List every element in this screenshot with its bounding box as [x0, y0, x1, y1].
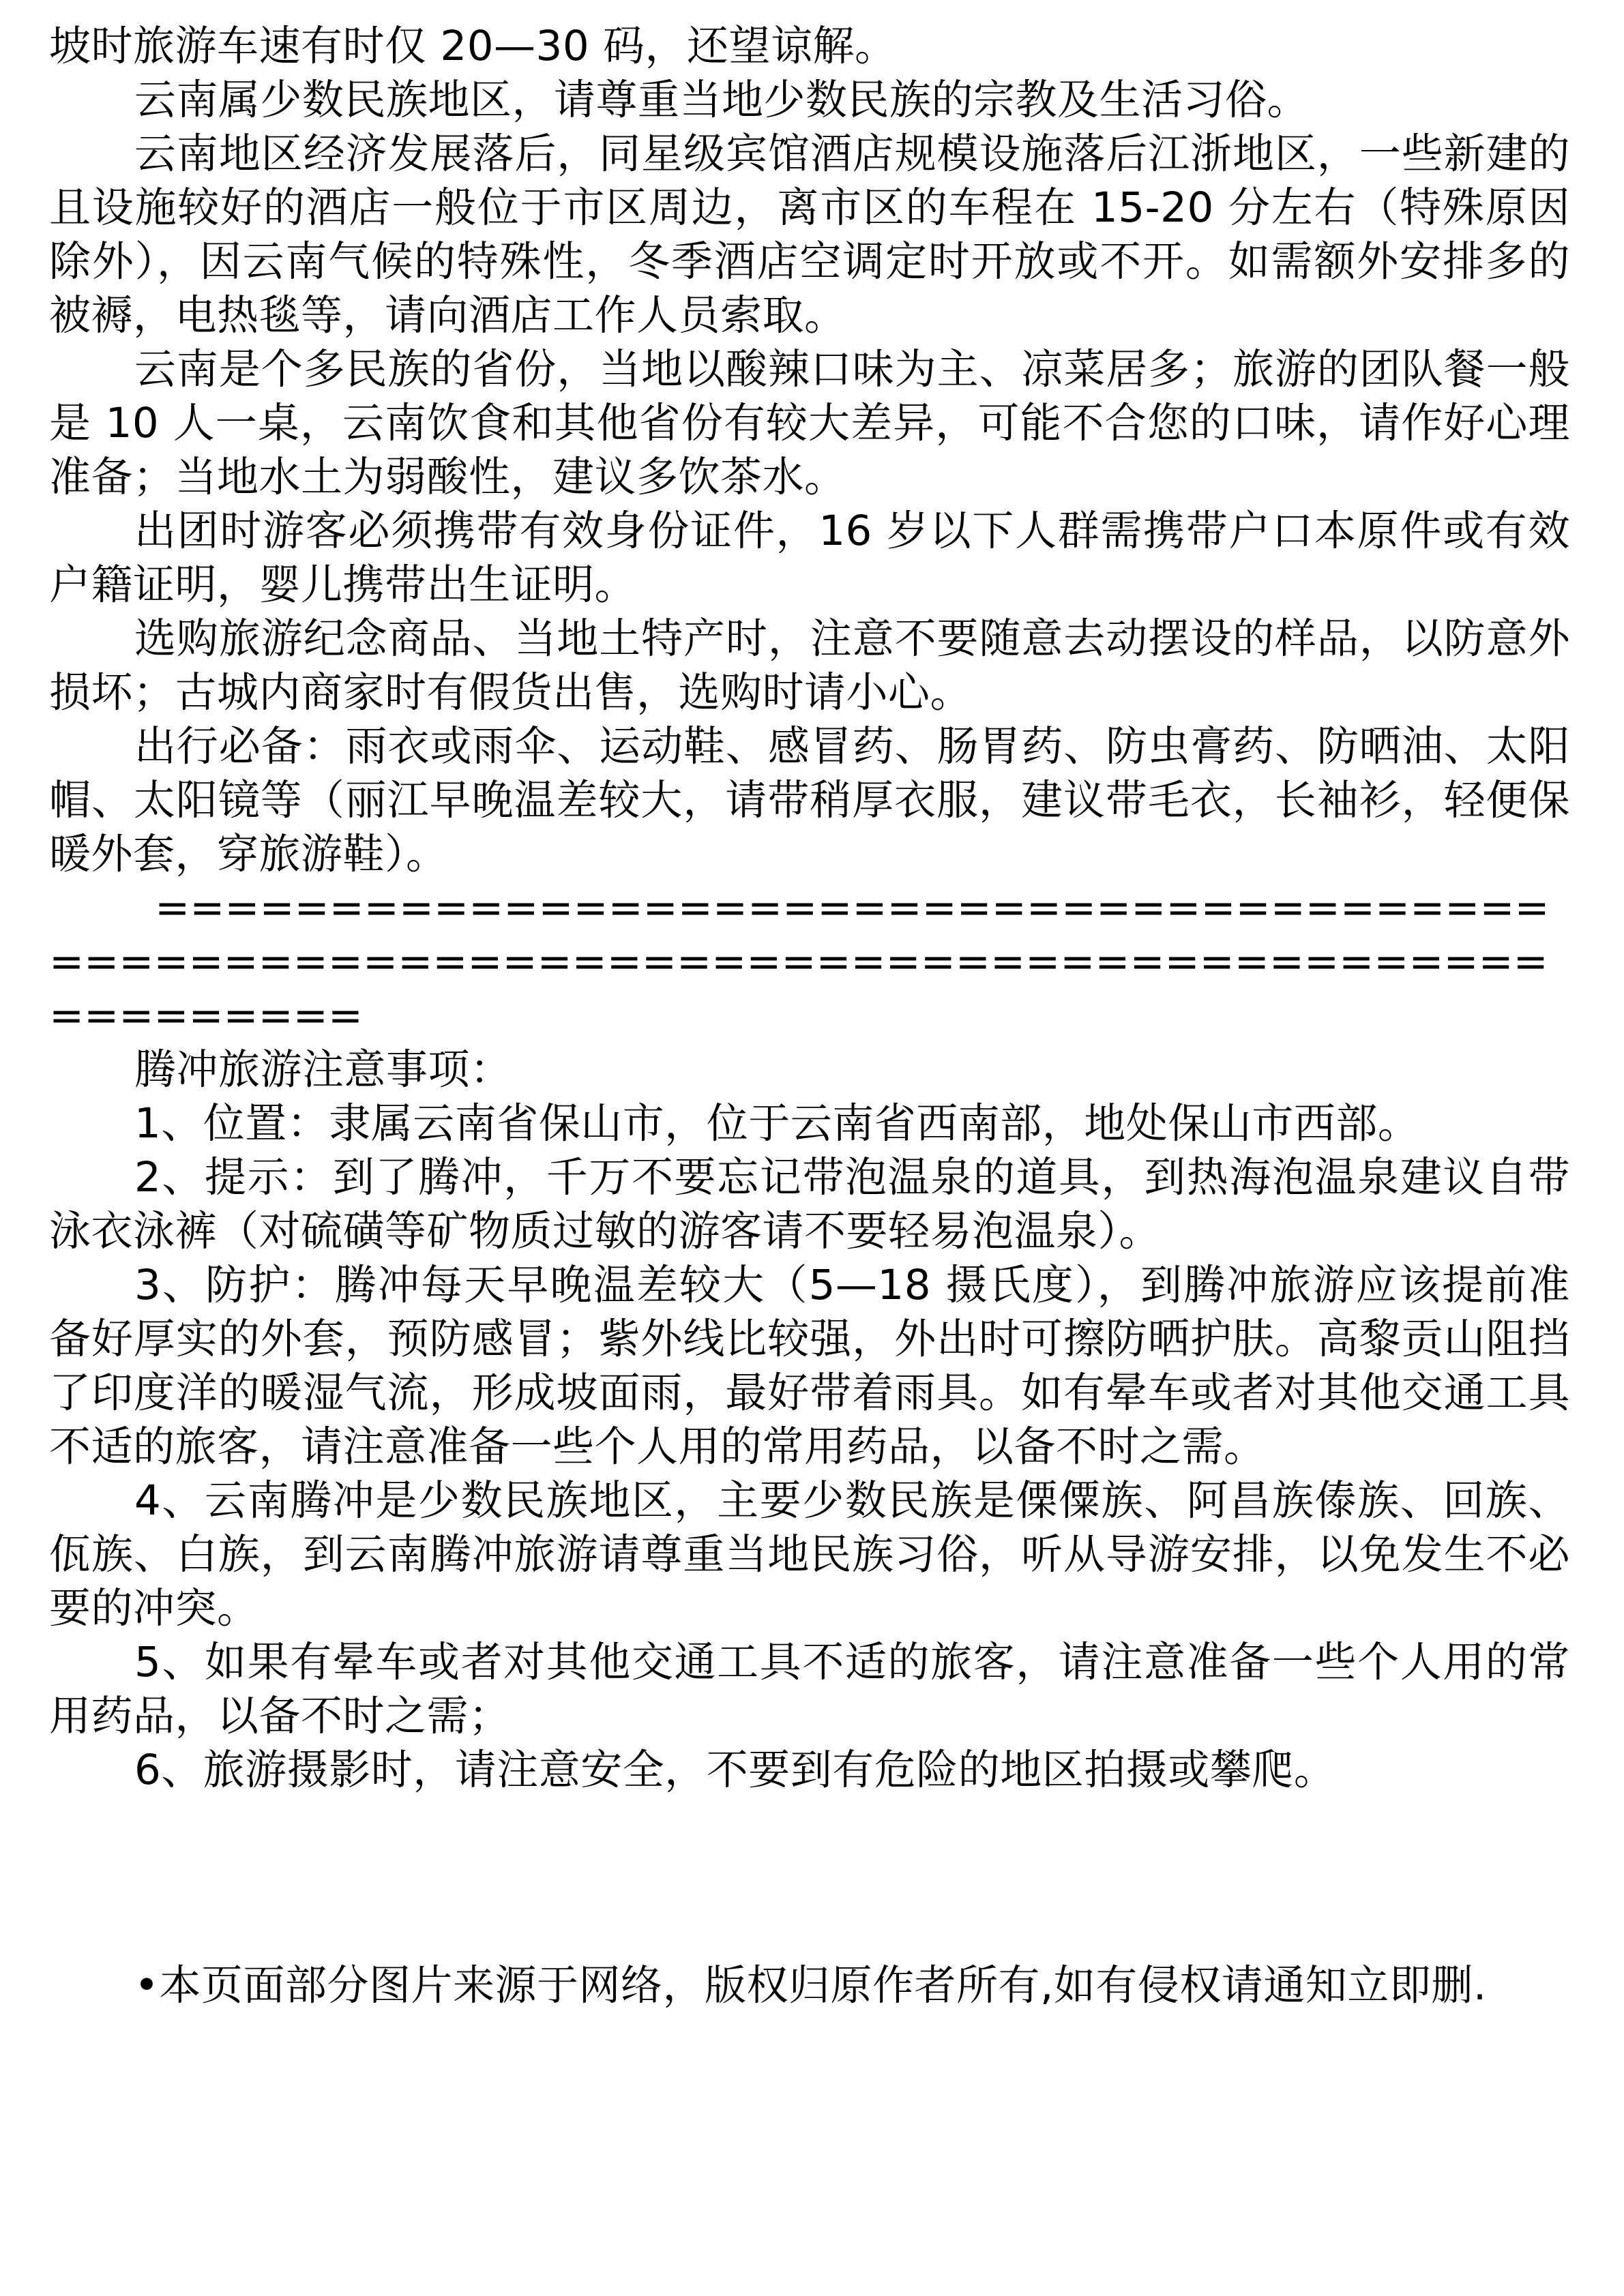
list-item-location: 1、位置：隶属云南省保山市，位于云南省西南部，地处保山市西部。 — [134, 1099, 1420, 1148]
list-item-protection: 3、防护：腾冲每天早晚温差较大（5—18 摄氏度），到腾冲旅游应该提前准备好厚实的外套，预防感冒；紫外线比较强，外出时可擦防晒护肤。高黎贡山阻挡了印度洋的暖湿气流，形成坡面雨，最好带着雨具。如有晕车或者对其他交通工具不适的旅客，请注意准备一些个人用的常用药品，以备不时之需。 — [49, 1261, 1570, 1471]
separator-line: ============================================================================================ — [49, 884, 1550, 1040]
list-item-photography: 6、旅游摄影时，请注意安全，不要到有危险的地区拍摄或攀爬。 — [134, 1746, 1336, 1794]
list-item-motion-sickness: 5、如果有晕车或者对其他交通工具不适的旅客，请注意准备一些个人用的常用药品，以备不时之需； — [49, 1638, 1570, 1740]
paragraph-food: 云南是个多民族的省份，当地以酸辣口味为主、凉菜居多；旅游的团队餐一般是 10 人一桌，云南饮食和其他省份有较大差异，可能不合您的口味，请作好心理准备；当地水土为弱酸性，建议多饮茶水。 — [49, 345, 1570, 501]
paragraph-hotels: 云南地区经济发展落后，同星级宾馆酒店规模设施落后江浙地区，一些新建的且设施较好的酒店一般位于市区周边，离市区的车程在 15-20 分左右（特殊原因除外），因云南气候的特殊性，冬季酒店空调定时开放或不开。如需额外安排多的被褥，电热毯等，请向酒店工作人员索取。 — [49, 130, 1570, 340]
section-title: 腾冲旅游注意事项： — [134, 1045, 512, 1094]
paragraph-id-documents: 出团时游客必须携带有效身份证件，16 岁以下人群需携带户口本原件或有效户籍证明，婴儿携带出生证明。 — [49, 507, 1570, 609]
paragraph-road-speed: 坡时旅游车速有时仅 20—30 码，还望谅解。 — [49, 22, 897, 70]
paragraph-shopping: 选购旅游纪念商品、当地土特产时，注意不要随意去动摆设的样品，以防意外损坏；古城内商家时有假货出售，选购时请小心。 — [49, 614, 1570, 717]
spacer — [49, 1797, 1570, 1958]
list-item-ethnic: 4、云南腾冲是少数民族地区，主要少数民族是傈僳族、阿昌族傣族、回族、佤族、白族，到云南腾冲旅游请尊重当地民族习俗，听从导游安排，以免发生不必要的冲突。 — [49, 1476, 1570, 1632]
paragraph-essentials: 出行必备：雨衣或雨伞、运动鞋、感冒药、肠胃药、防虫膏药、防晒油、太阳帽、太阳镜等（丽江早晚温差较大，请带稍厚衣服，建议带毛衣，长袖衫，轻便保暖外套，穿旅游鞋）。 — [49, 722, 1570, 878]
footer-copyright-note: •本页面部分图片来源于网络，版权归原作者所有,如有侵权请通知立即删. — [134, 1961, 1487, 2010]
list-item-tips: 2、提示：到了腾冲，千万不要忘记带泡温泉的道具，到热海泡温泉建议自带泳衣泳裤（对硫磺等矿物质过敏的游客请不要轻易泡温泉）。 — [49, 1153, 1570, 1255]
paragraph-ethnic-customs: 云南属少数民族地区，请尊重当地少数民族的宗教及生活习俗。 — [134, 76, 1310, 124]
document-page — [49, 19, 1570, 2012]
